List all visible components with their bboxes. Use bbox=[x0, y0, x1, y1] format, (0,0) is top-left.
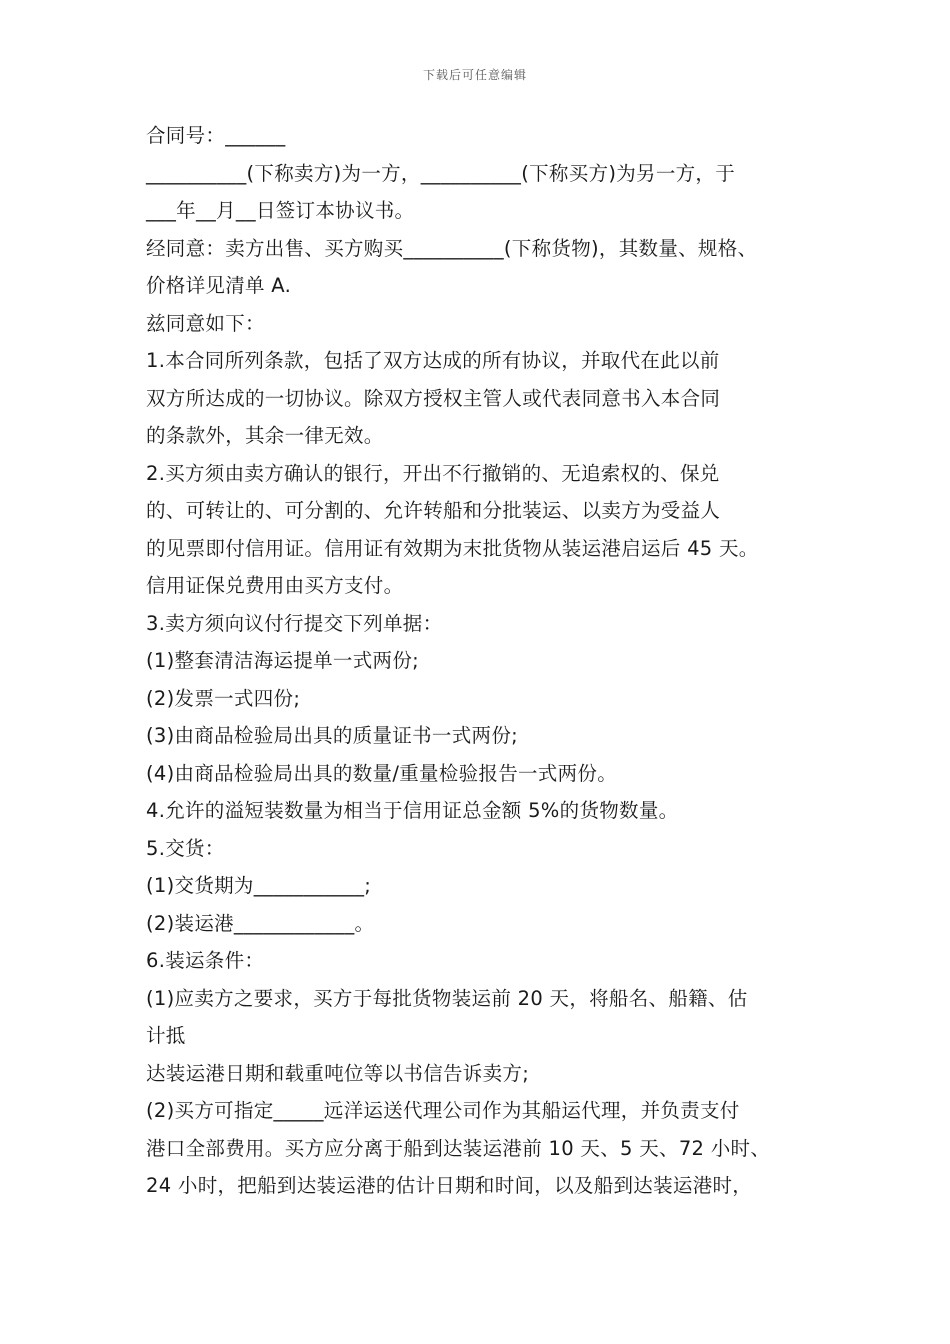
clause-3-item: (3)由商品检验局出具的质量证书一式两份; bbox=[146, 724, 518, 747]
clause-3-item: (2)发票一式四份; bbox=[146, 686, 301, 710]
clause-6-item: 达装运港日期和载重吨位等以书信告诉卖方; bbox=[146, 1061, 530, 1085]
agreement-line: 经同意：卖方出售、买方购买__________(下称货物)，其数量、规格、 bbox=[146, 236, 758, 260]
clause-6-item: (2)买方可指定_____远洋运送代理公司作为其船运代理，并负责支付 bbox=[146, 1099, 740, 1122]
clause-1-line: 1.本合同所列条款，包括了双方达成的所有协议，并取代在此以前 bbox=[146, 349, 720, 372]
contract-number-line: 合同号：______ bbox=[146, 124, 286, 147]
clause-4-line: 4.允许的溢短装数量为相当于信用证总金额 5%的货物数量。 bbox=[146, 799, 679, 822]
clause-2-line: 的见票即付信用证。信用证有效期为末批货物从装运港启运后 45 天。 bbox=[146, 536, 759, 560]
agree-as-follows-line: 兹同意如下： bbox=[146, 311, 265, 335]
clause-6-line: 6.装运条件： bbox=[146, 949, 265, 972]
date-line: ___年__月__日签订本协议书。 bbox=[146, 199, 415, 222]
clause-2-line: 的、可转让的、可分割的、允许转船和分批装运、以卖方为受益人 bbox=[146, 499, 721, 522]
clause-3-line: 3.卖方须向议付行提交下列单据： bbox=[146, 611, 443, 635]
clause-6-item: 24 小时，把船到达装运港的估计日期和时间，以及船到达装运港时， bbox=[146, 1174, 753, 1197]
clause-5-item: (1)交货期为___________; bbox=[146, 874, 372, 897]
clause-1-line: 双方所达成的一切协议。除双方授权主管人或代表同意书入本合同 bbox=[146, 386, 721, 410]
page-header: 下载后可任意编辑 bbox=[422, 68, 527, 82]
clause-5-line: 5.交货： bbox=[146, 836, 225, 860]
clause-6-item: (1)应卖方之要求，买方于每批货物装运前 20 天，将船名、船籍、估 bbox=[146, 986, 748, 1010]
clause-2-line: 2.买方须由卖方确认的银行，开出不行撤销的、无追索权的、保兑 bbox=[146, 461, 720, 485]
clause-2-line: 信用证保兑费用由买方支付。 bbox=[146, 574, 404, 597]
clause-3-item: (4)由商品检验局出具的数量/重量检验报告一式两份。 bbox=[146, 761, 617, 785]
clause-6-item: 计抵 bbox=[146, 1024, 186, 1047]
clause-3-item: (1)整套清洁海运提单一式两份; bbox=[146, 649, 419, 672]
clause-5-item: (2)装运港____________。 bbox=[146, 911, 375, 935]
clause-1-line: 的条款外，其余一律无效。 bbox=[146, 424, 384, 447]
contract-body bbox=[146, 117, 826, 1205]
clause-6-item: 港口全部费用。买方应分离于船到达装运港前 10 天、5 天、72 小时、 bbox=[146, 1136, 771, 1160]
parties-line: __________(下称卖方)为一方，__________(下称买方)为另一方，于 bbox=[146, 161, 736, 185]
agreement-line: 价格详见清单 A. bbox=[146, 274, 292, 297]
